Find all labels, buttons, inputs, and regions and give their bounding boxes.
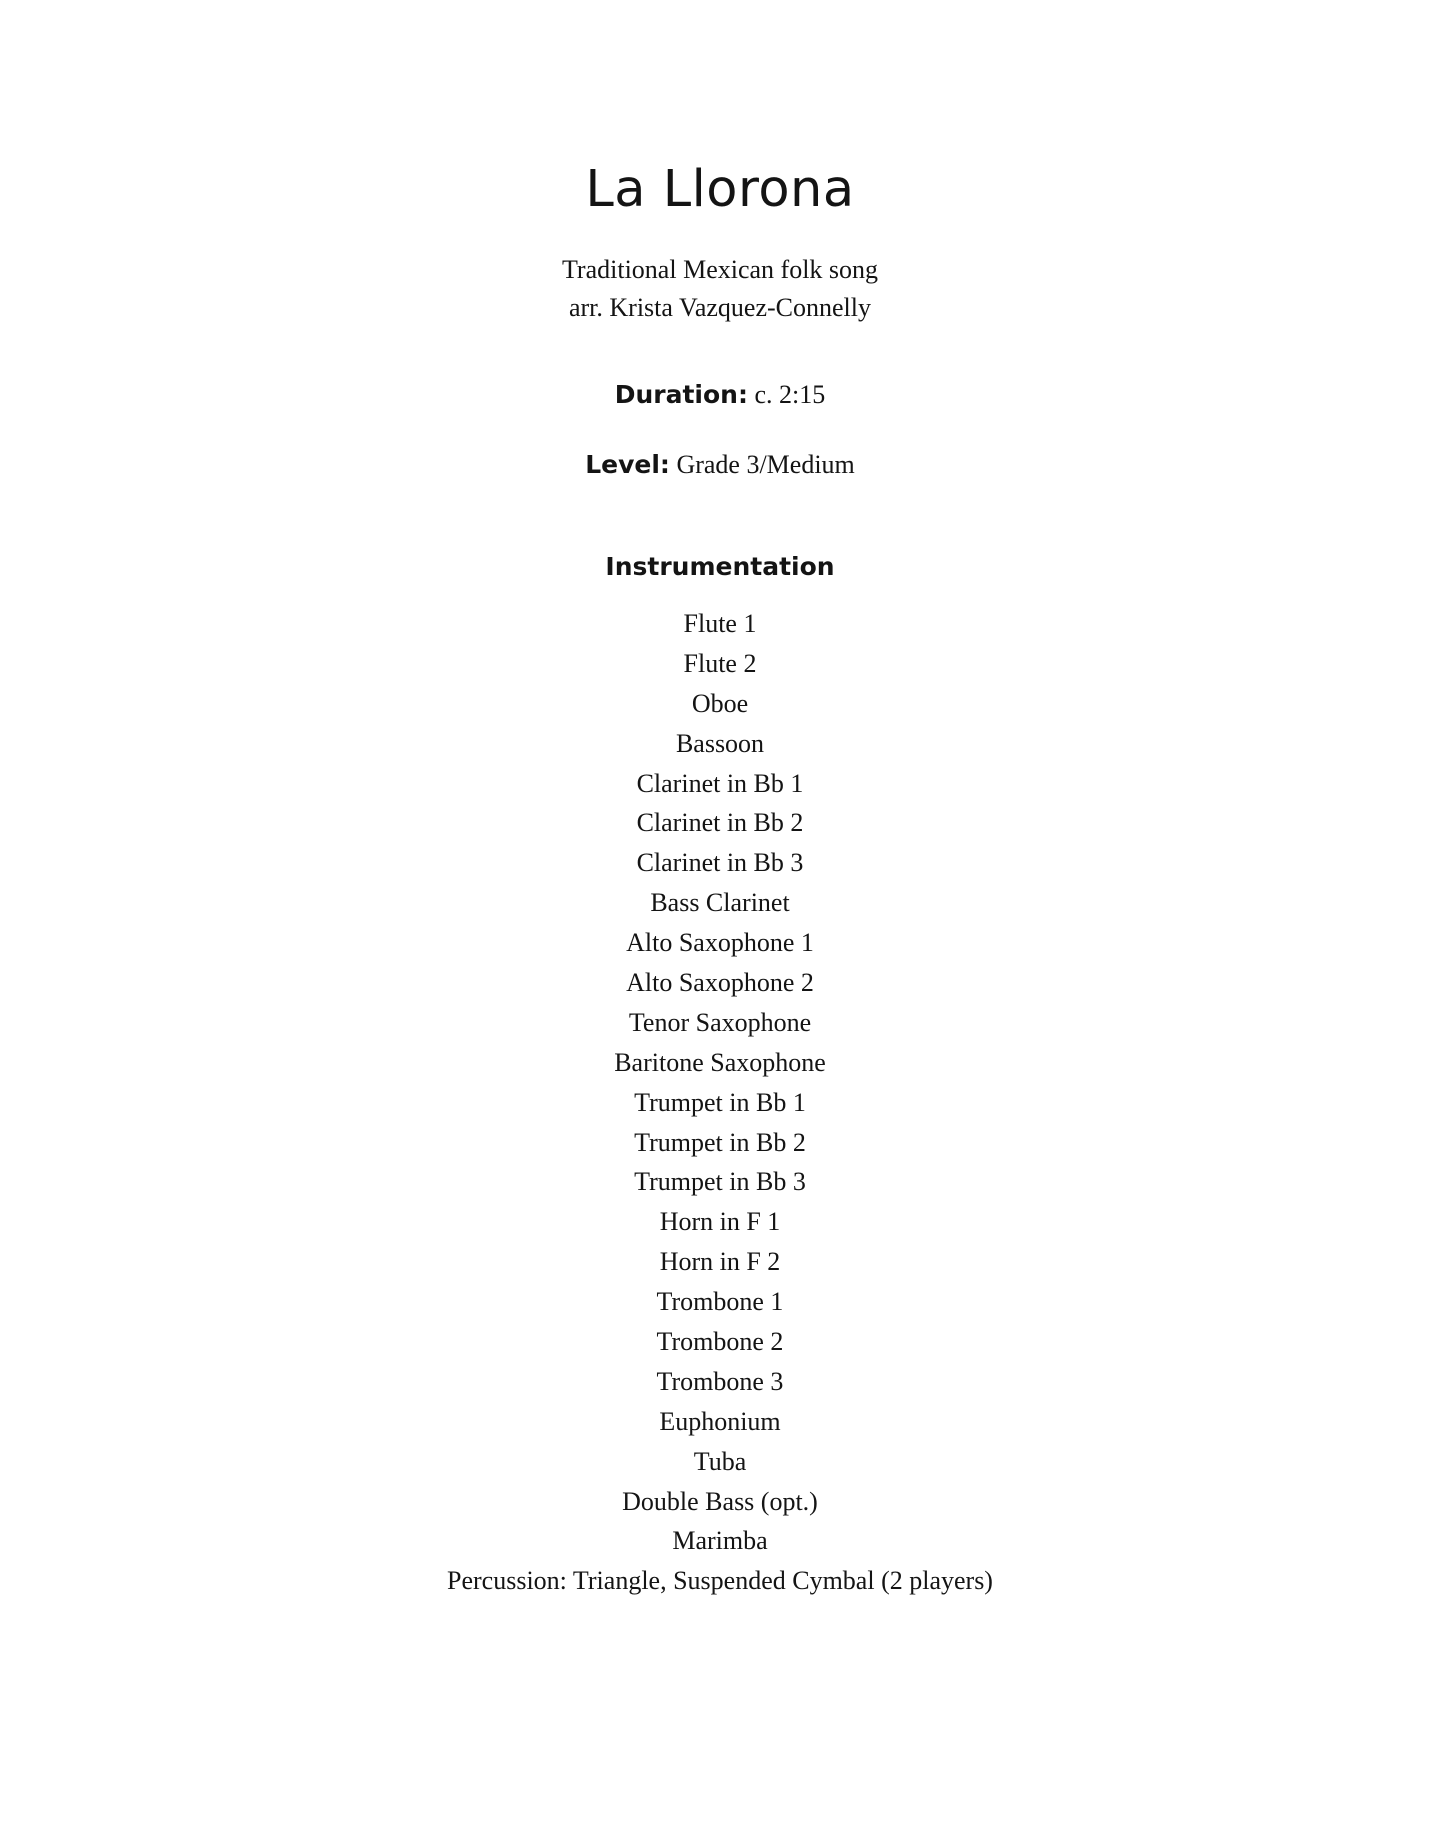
list-item: Oboe [691, 688, 749, 718]
list-item: Tenor Saxophone [628, 1007, 812, 1037]
list-item: Marimba [672, 1526, 768, 1556]
duration-line [0, 376, 1440, 414]
level-line [0, 446, 1440, 484]
list-item: Clarinet in Bb 1 [636, 768, 804, 798]
list-item: Horn in F 2 [659, 1247, 781, 1277]
list-item: Percussion: Triangle, Suspended Cymbal (2 players) [447, 1566, 993, 1596]
list-item: Flute 2 [683, 648, 757, 678]
duration-label: Duration: [614, 380, 748, 409]
origin-line: Traditional Mexican folk song [561, 255, 879, 284]
list-item: Alto Saxophone 2 [626, 968, 814, 998]
list-item: Bassoon [675, 728, 765, 758]
instrumentation-list [0, 604, 1440, 1601]
list-item: Flute 1 [683, 609, 757, 638]
list-item: Trumpet in Bb 1 [634, 1087, 806, 1117]
page-title: La Llorona [585, 160, 855, 219]
list-item: Trombone 1 [656, 1287, 784, 1317]
list-item: Tuba [693, 1446, 747, 1476]
duration-value: c. 2:15 [754, 380, 826, 409]
list-item: Trumpet in Bb 2 [634, 1127, 806, 1157]
level-value: Grade 3/Medium [676, 450, 855, 479]
list-item: Baritone Saxophone [614, 1047, 826, 1077]
list-item: Alto Saxophone 1 [626, 928, 814, 958]
list-item: Clarinet in Bb 2 [636, 808, 804, 838]
list-item: Clarinet in Bb 3 [636, 848, 804, 878]
list-item: Bass Clarinet [650, 888, 790, 918]
list-item: Trombone 2 [656, 1327, 784, 1357]
level-label: Level: [585, 450, 670, 479]
list-item: Double Bass (opt.) [622, 1486, 818, 1516]
list-item: Trumpet in Bb 3 [634, 1167, 806, 1197]
arranger-line: arr. Krista Vazquez-Connelly [568, 293, 872, 322]
list-item: Horn in F 1 [659, 1207, 781, 1237]
list-item: Euphonium [659, 1406, 781, 1436]
instrumentation-heading: Instrumentation [605, 552, 835, 581]
list-item: Trombone 3 [656, 1366, 784, 1396]
